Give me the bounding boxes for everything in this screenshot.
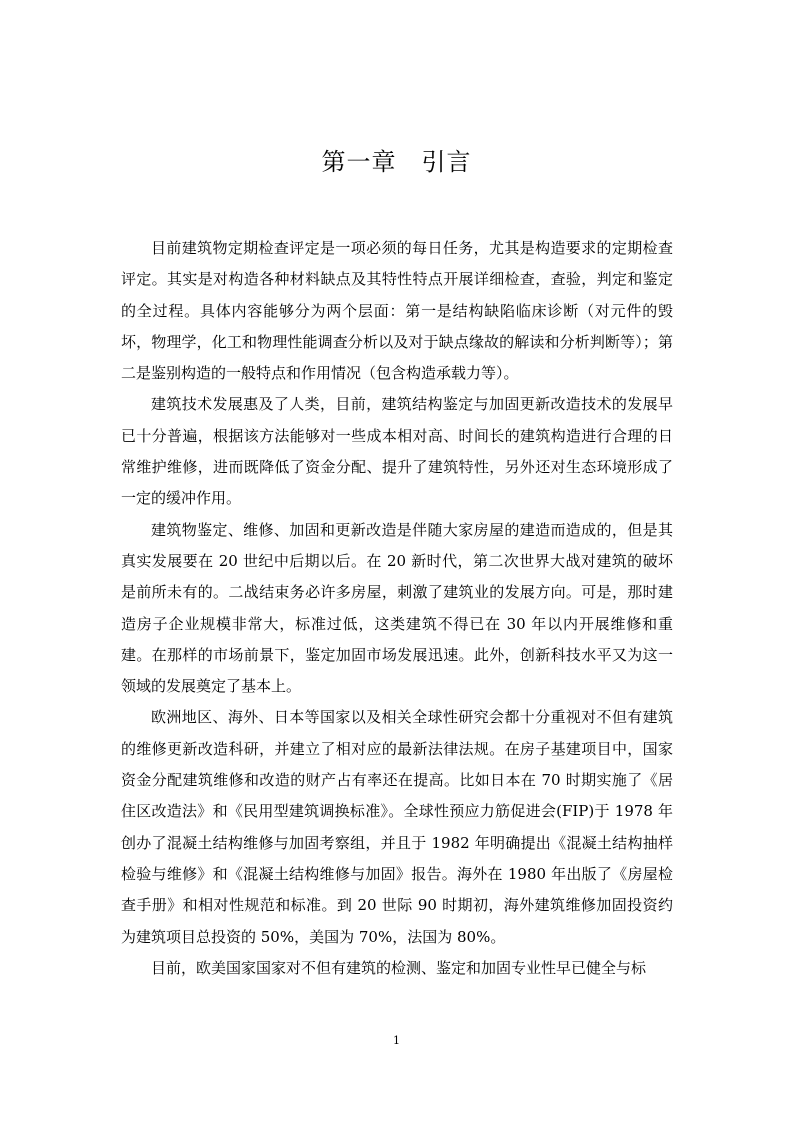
chapter-body — [121, 233, 673, 984]
paragraph: 建筑技术发展惠及了人类，目前，建筑结构鉴定与加固更新改造技术的发展早已十分普遍，根据该方法能够对一些成本相对高、时间长的建筑构造进行合理的日常维护维修，进而既降低了资金分配、提升了建筑特性，另外还对生态环境形成了一定的缓冲作用。 — [121, 395, 673, 508]
paragraph: 欧洲地区、海外、日本等国家以及相关全球性研究会都十分重视对不但有建筑的维修更新改造科研，并建立了相对应的最新法律法规。在房子基建项目中，国家资金分配建筑维修和改造的财产占有率还在提高。比如日本在 70 时期实施了《居住区改造法》和《民用型建筑调换标准》。全球性预应力筋促进会(FIP)于 1978 年创办了混凝土结构维修与加固考察组，并且于 1982 年明确提出《混凝土结构抽样检验与维修》和《混凝土结构维修与加固》报告。海外在 1980 年出版了《房屋检查手册》和相对性规范和标准。到 20 世际 90 时期初，海外建筑维修加固投资约为建筑项目总投资的 50%，美国为 70%，法国为 80%。 — [121, 708, 673, 946]
paragraph: 目前建筑物定期检查评定是一项必须的每日任务，尤其是构造要求的定期检查评定。其实是对构造各种材料缺点及其特性特点开展详细检查，查验，判定和鉴定的全过程。具体内容能够分为两个层面：第一是结构缺陷临床诊断（对元件的毁坏，物理学，化工和物理性能调查分析以及对于缺点缘故的解读和分析判断等）；第二是鉴别构造的一般特点和作用情况（包含构造承载力等）。 — [121, 239, 673, 383]
paragraph: 目前，欧美国家国家对不但有建筑的检测、鉴定和加固专业性早已健全与标 — [151, 958, 647, 977]
paragraph: 建筑物鉴定、维修、加固和更新改造是伴随大家房屋的建造而造成的，但是其真实发展要在 20 世纪中后期以后。在 20 新时代，第二次世界大战对建筑的破坏是前所未有的。二战结束务必许多房屋，刺激了建筑业的发展方向。可是，那时建造房子企业规模非常大，标准过低，这类建筑不得已在 30 年以内开展维修和重建。在那样的市场前景下，鉴定加固市场发展迅速。此外，创新科技水平又为这一领域的发展奠定了基本上。 — [121, 520, 673, 696]
chapter-title: 第一章 引言 — [321, 148, 472, 176]
page-number: 1 — [393, 1034, 400, 1047]
